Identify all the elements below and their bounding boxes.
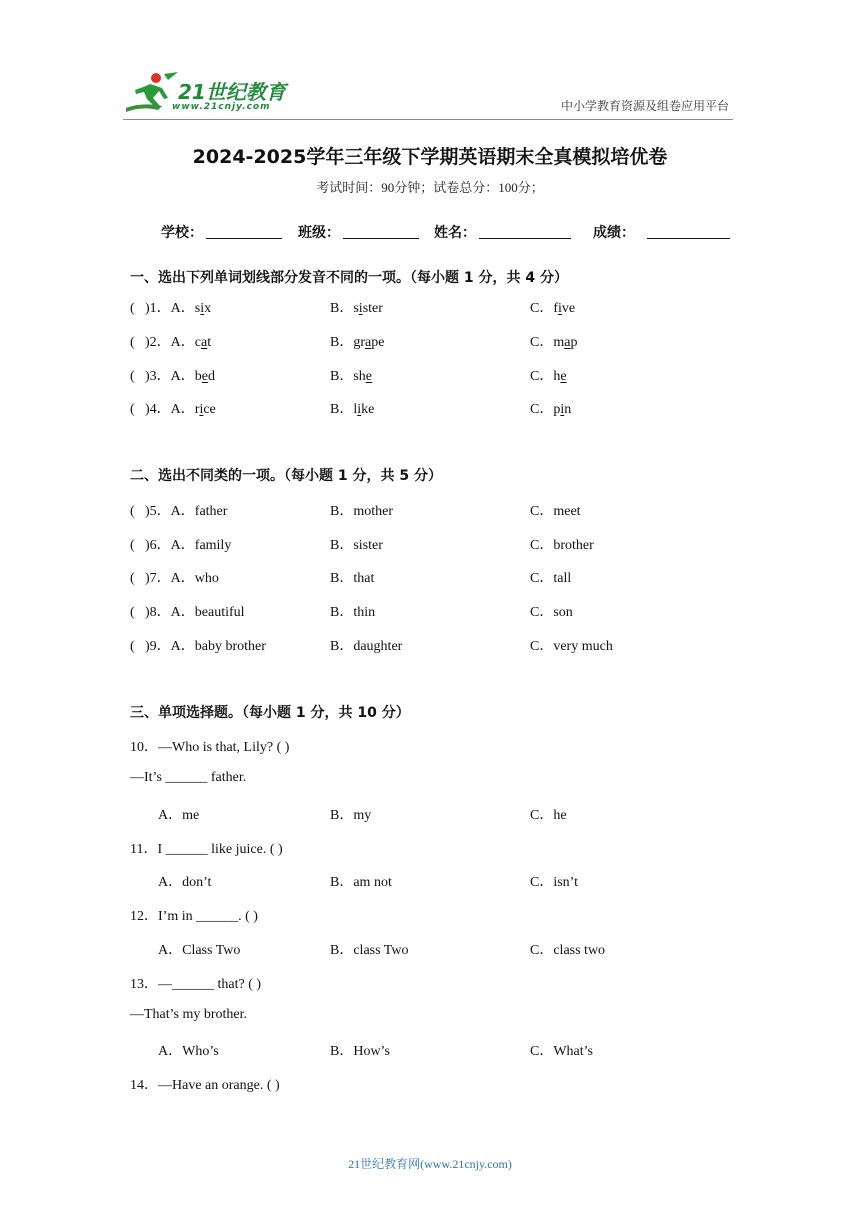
class-label: 班级： bbox=[298, 225, 340, 241]
page-title: 2024-2025学年三年级下学期英语期末全真模拟培优卷 bbox=[192, 146, 668, 168]
option-1c: C．five bbox=[530, 301, 576, 316]
option-13b: B．How’s bbox=[330, 1044, 390, 1059]
question-11-stem: 11．I ______ like juice. ( ) bbox=[130, 842, 283, 857]
logo bbox=[122, 68, 292, 116]
option-9c: C．very much bbox=[530, 639, 613, 654]
question-12-stem: 12．I’m in ______. ( ) bbox=[130, 909, 258, 924]
option-4b: B．like bbox=[330, 402, 375, 417]
option-7c: C．tall bbox=[530, 571, 572, 586]
question-8: ( )8．A．beautiful bbox=[130, 605, 245, 620]
class-field[interactable] bbox=[343, 238, 419, 239]
school-field[interactable] bbox=[206, 238, 282, 239]
option-5b: B．mother bbox=[330, 504, 393, 519]
option-2b: B．grape bbox=[330, 335, 385, 350]
exam-info: 考试时间：90分钟；试卷总分：100分； bbox=[316, 180, 544, 195]
option-11b: B．am not bbox=[330, 875, 392, 890]
name-field[interactable] bbox=[479, 238, 571, 239]
option-4c: C．pin bbox=[530, 402, 572, 417]
question-7: ( )7．A．who bbox=[130, 571, 219, 586]
name-label: 姓名： bbox=[434, 225, 476, 241]
footer-link[interactable]: 21世纪教育网(www.21cnjy.com) bbox=[348, 1157, 512, 1171]
question-13-line2: —That’s my brother. bbox=[130, 1007, 248, 1022]
section-1-heading: 一、选出下列单词划线部分发音不同的一项。（每小题 1 分，共 4 分） bbox=[130, 270, 568, 286]
option-6c: C．brother bbox=[530, 538, 594, 553]
option-11c: C．isn’t bbox=[530, 875, 578, 890]
option-12b: B．class Two bbox=[330, 943, 409, 958]
option-6b: B．sister bbox=[330, 538, 383, 553]
question-2: ( )2．A．cat bbox=[130, 335, 212, 350]
question-13-stem: 13．—______ that? ( ) bbox=[130, 977, 262, 992]
option-1b: B．sister bbox=[330, 301, 383, 316]
section-2-heading: 二、选出不同类的一项。（每小题 1 分，共 5 分） bbox=[130, 468, 442, 484]
option-12c: C．class two bbox=[530, 943, 606, 958]
question-14-stem: 14．—Have an orange. ( ) bbox=[130, 1078, 280, 1093]
option-7b: B．that bbox=[330, 571, 375, 586]
question-10-line2: —It’s ______ father. bbox=[130, 770, 247, 785]
question-4: ( )4．A．rice bbox=[130, 402, 216, 417]
section-3-heading: 三、单项选择题。（每小题 1 分，共 10 分） bbox=[130, 705, 410, 721]
option-13c: C．What’s bbox=[530, 1044, 593, 1059]
option-9b: B．daughter bbox=[330, 639, 403, 654]
score-label: 成绩： bbox=[593, 225, 635, 241]
option-8b: B．thin bbox=[330, 605, 376, 620]
option-3c: C．he bbox=[530, 369, 567, 384]
question-3: ( )3．A．bed bbox=[130, 369, 215, 384]
option-3b: B．she bbox=[330, 369, 373, 384]
option-2c: C．map bbox=[530, 335, 578, 350]
logo-text: 21世纪教育 bbox=[178, 80, 286, 104]
option-13a: A．Who’s bbox=[158, 1044, 219, 1059]
option-5c: C．meet bbox=[530, 504, 581, 519]
option-11a: A．don’t bbox=[158, 875, 212, 890]
logo-url: www.21cnjy.com bbox=[172, 102, 271, 112]
question-6: ( )6．A．family bbox=[130, 538, 232, 553]
header-divider bbox=[123, 119, 733, 120]
question-1: ( )1．A．six bbox=[130, 301, 212, 316]
question-5: ( )5．A．father bbox=[130, 504, 228, 519]
score-field[interactable] bbox=[647, 238, 730, 239]
option-10c: C．he bbox=[530, 808, 567, 823]
school-label: 学校： bbox=[161, 225, 203, 241]
option-10b: B．my bbox=[330, 808, 372, 823]
question-10-stem: 10．—Who is that, Lily? ( ) bbox=[130, 740, 290, 755]
question-9: ( )9．A．baby brother bbox=[130, 639, 266, 654]
option-8c: C．son bbox=[530, 605, 573, 620]
platform-name: 中小学教育资源及组卷应用平台 bbox=[560, 99, 729, 113]
option-12a: A．Class Two bbox=[158, 943, 241, 958]
option-10a: A．me bbox=[158, 808, 200, 823]
